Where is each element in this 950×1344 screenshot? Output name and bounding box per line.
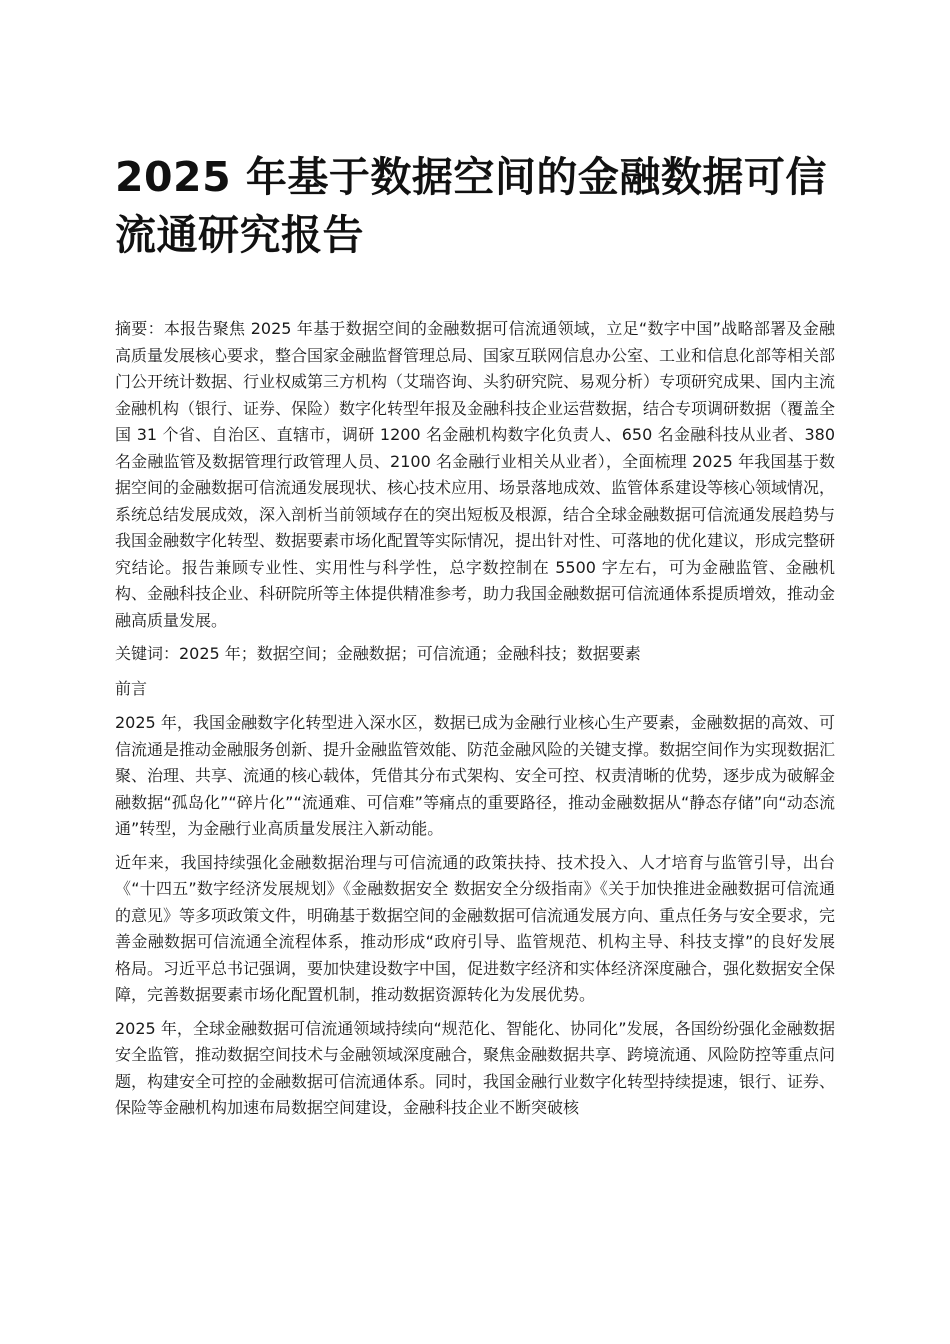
document-page	[115, 148, 835, 1129]
document-title: 2025 年基于数据空间的金融数据可信流通研究报告	[115, 153, 827, 259]
body-paragraph-1: 2025 年，我国金融数字化转型进入深水区，数据已成为金融行业核心生产要素，金融数据的高效、可信流通是推动金融服务创新、提升金融监管效能、防范金融风险的关键支撑。数据空间作为实现数据汇聚、治理、共享、流通的核心载体，凭借其分布式架构、安全可控、权责清晰的优势，逐步成为破解金融数据“孤岛化”“碎片化”“流通难、可信难”等痛点的重要路径，推动金融数据从“静态存储”向“动态流通”转型，为金融行业高质量发展注入新动能。	[115, 713, 836, 838]
preface-heading: 前言	[115, 678, 148, 698]
body-paragraph-3: 2025 年，全球金融数据可信流通领域持续向“规范化、智能化、协同化”发展，各国纷纷强化金融数据安全监管，推动数据空间技术与金融领域深度融合，聚焦金融数据共享、跨境流通、风险防控等重点问题，构建安全可控的金融数据可信流通体系。同时，我国金融行业数字化转型持续提速，银行、证券、保险等金融机构加速布局数据空间建设，金融科技企业不断突破核	[115, 1018, 836, 1117]
abstract-paragraph: 摘要：本报告聚焦 2025 年基于数据空间的金融数据可信流通领域，立足“数字中国”战略部署及金融高质量发展核心要求，整合国家金融监督管理总局、国家互联网信息办公室、工业和信息化部等相关部门公开统计数据、行业权威第三方机构（艾瑞咨询、头豹研究院、易观分析）专项研究成果、国内主流金融机构（银行、证券、保险）数字化转型年报及金融科技企业运营数据，结合专项调研数据（覆盖全国 31 个省、自治区、直辖市，调研 1200 名金融机构数字化负责人、650 名金融科技从业者、380 名金融监管及数据管理行政管理人员、2100 名金融行业相关从业者），全面梳理 2025 年我国基于数据空间的金融数据可信流通发展现状、核心技术应用、场景落地成效、监管体系建设等核心领域情况，系统总结发展成效，深入剖析当前领域存在的突出短板及根源，结合全球金融数据可信流通发展趋势与我国金融数字化转型、数据要素市场化配置等实际情况，提出针对性、可落地的优化建议，形成完整研究结论。报告兼顾专业性、实用性与科学性，总字数控制在 5500 字左右，可为金融监管、金融机构、金融科技企业、科研院所等主体提供精准参考，助力我国金融数据可信流通体系提质增效，推动金融高质量发展。	[115, 319, 836, 630]
keywords-line: 关键词：2025 年；数据空间；金融数据；可信流通；金融科技；数据要素	[115, 644, 641, 663]
body-paragraph-2: 近年来，我国持续强化金融数据治理与可信流通的政策扶持、技术投入、人才培育与监管引导，出台《“十四五”数字经济发展规划》《金融数据安全 数据安全分级指南》《关于加快推进金融数据可信流通的意见》等多项政策文件，明确基于数据空间的金融数据可信流通发展方向、重点任务与安全要求，完善金融数据可信流通全流程体系，推动形成“政府引导、监管规范、机构主导、科技支撑”的良好发展格局。习近平总书记强调，要加快建设数字中国，促进数字经济和实体经济深度融合，强化数据安全保障，完善数据要素市场化配置机制，推动数据资源转化为发展优势。	[115, 852, 836, 1004]
